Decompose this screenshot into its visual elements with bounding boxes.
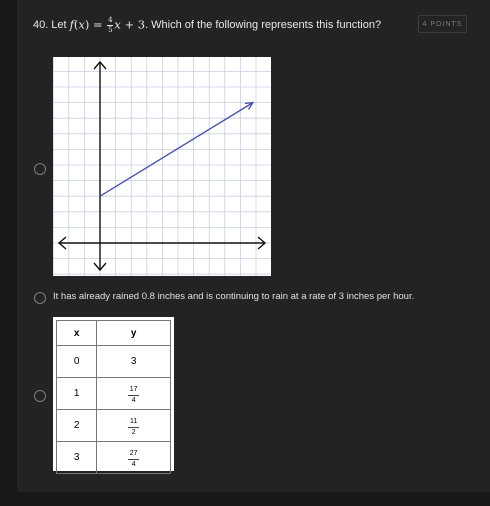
function-expression: f(x) = $\frac{4}{5}$ x + 3 (69, 15, 146, 34)
xy-table (56, 320, 171, 474)
table-cell: 3 (57, 442, 97, 474)
slope-fraction: $\frac{4}{5}$ (108, 15, 113, 34)
choice-1-graph[interactable] (53, 57, 271, 276)
table-row (57, 378, 171, 410)
points-badge: 4 POINTS (418, 15, 467, 33)
table-header-y: y (97, 321, 171, 346)
table-cell: 1 (57, 378, 97, 410)
table-cell: 0 (57, 346, 97, 378)
question-number: 40. (33, 19, 49, 31)
table-header-x: x (57, 321, 97, 346)
table-cell: 2 (57, 410, 97, 442)
question-suffix: . Which of the following represents this function? (145, 19, 382, 31)
table-cell: $\frac{11}{2}$ (97, 410, 171, 442)
choice-1-radio[interactable] (34, 163, 46, 175)
table-cell: 3 (97, 346, 171, 378)
choice-2-radio[interactable] (34, 292, 46, 304)
table-cell: $\frac{27}{4}$ (97, 442, 171, 474)
choice-2-text[interactable]: It has already rained 0.8 inches and is continuing to rain at a rate of 3 inches per hour. (53, 291, 415, 302)
table-row (57, 442, 171, 474)
table-cell: $\frac{17}{4}$ (97, 378, 171, 410)
choice-3-table[interactable] (53, 317, 174, 471)
question-prefix: Let (51, 19, 67, 31)
question-text (33, 17, 381, 33)
table-row (57, 410, 171, 442)
line-graph (53, 57, 271, 276)
choice-3-radio[interactable] (34, 390, 46, 402)
table-row (57, 346, 171, 378)
